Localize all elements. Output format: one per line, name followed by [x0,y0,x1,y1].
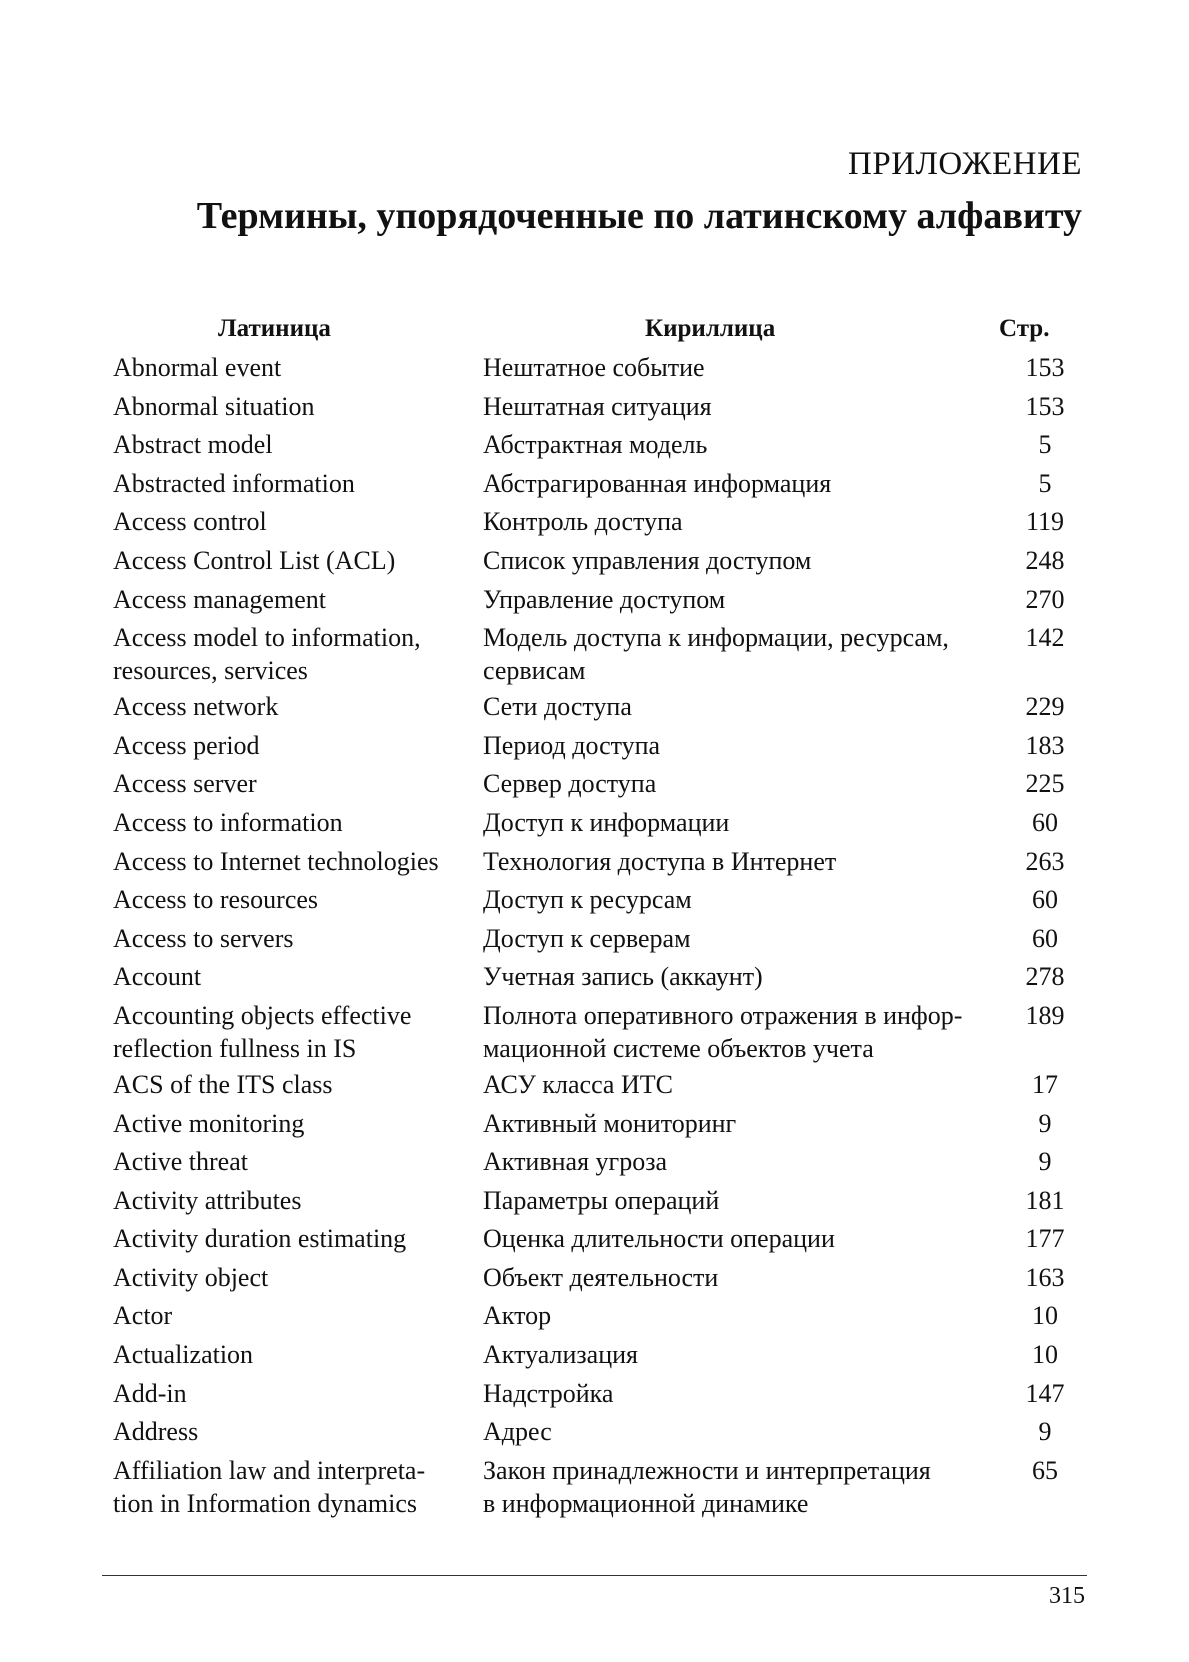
table-row [0,428,1189,467]
table-row [0,583,1189,622]
term-cyrillic: Абстрагированная информация [483,468,832,498]
terms-table [0,351,1189,1523]
term-page: 5 [1038,430,1052,460]
term-page: 270 [1025,584,1065,614]
term-latin: Activity object [113,1262,269,1292]
term-cyrillic: Технология доступа в Интернет [483,846,837,876]
term-cyrillic: Период доступа [483,730,661,760]
term-latin: Access period [113,730,260,760]
term-latin: Access to Internet technologies [113,846,439,876]
table-row [0,467,1189,506]
table-row [0,544,1189,583]
term-page: 248 [1025,545,1065,575]
term-latin: Access server [113,769,257,799]
term-page: 163 [1025,1262,1065,1292]
table-row [0,505,1189,544]
table-row [0,621,1189,690]
term-page: 177 [1025,1224,1065,1254]
term-cyrillic: Активный мониторинг [483,1108,737,1138]
table-row [0,1222,1189,1261]
term-page: 60 [1032,807,1058,837]
term-cyrillic: Список управления доступом [483,545,812,575]
term-cyrillic: Абстрактная модель [483,430,708,460]
term-page: 60 [1032,885,1058,915]
term-cyrillic: Объект деятельности [483,1262,719,1292]
term-page: 60 [1032,923,1058,953]
table-row [0,845,1189,884]
table-row [0,1377,1189,1416]
term-latin: Active threat [113,1147,248,1177]
term-latin: Access Control List (ACL) [113,545,396,575]
term-latin: Access to information [113,807,343,837]
table-row [0,999,1189,1068]
table-row [0,960,1189,999]
term-page: 153 [1025,391,1065,421]
table-row [0,922,1189,961]
term-page: 10 [1032,1340,1058,1370]
term-latin: Access to servers [113,923,294,953]
term-cyrillic: АСУ класса ИТС [483,1069,673,1099]
table-row [0,729,1189,768]
table-row [0,1184,1189,1223]
term-page: 65 [1032,1455,1058,1485]
term-page: 189 [1025,1000,1065,1030]
table-row [0,351,1189,390]
column-header-cyrillic: Кириллица [645,315,776,342]
table-row [0,1415,1189,1454]
term-latin: Abstract model [113,430,273,460]
column-header-page: Стр. [999,315,1050,342]
term-page: 17 [1032,1069,1058,1099]
term-latin: Access management [113,584,326,614]
table-row [0,1107,1189,1146]
term-latin: Actor [113,1301,173,1331]
term-page: 9 [1038,1417,1052,1447]
term-page: 263 [1025,846,1065,876]
term-latin: Abnormal event [113,353,282,382]
term-page: 9 [1038,1147,1052,1177]
table-row [0,1145,1189,1184]
term-page: 119 [1025,507,1065,537]
term-cyrillic: Доступ к ресурсам [483,885,692,915]
term-latin: Address [113,1417,199,1447]
footer-rule [102,1575,1087,1576]
term-cyrillic: Управление доступом [483,584,726,614]
appendix-label: ПРИЛОЖЕНИЕ [848,146,1082,182]
table-row [0,1454,1189,1523]
term-latin: Active monitoring [113,1108,305,1138]
table-row [0,1338,1189,1377]
term-cyrillic: Учетная запись (аккаунт) [483,962,763,992]
term-latin: Access to resources [113,885,319,915]
table-row [0,390,1189,429]
term-cyrillic: Доступ к серверам [483,923,691,953]
table-row [0,806,1189,845]
term-latin: Accounting objects effective reflection fullness in IS [113,1000,412,1063]
term-page: 181 [1025,1185,1065,1215]
page-title: Термины, упорядоченные по латинскому алфавиту [196,195,1082,237]
term-cyrillic: Актуализация [483,1340,638,1370]
term-page: 225 [1025,769,1065,799]
term-latin: Abstracted information [113,468,355,498]
term-latin: Activity attributes [113,1185,302,1215]
term-latin: Actualization [113,1340,254,1370]
term-cyrillic: Оценка длительности операции [483,1224,835,1254]
term-cyrillic: Активная угроза [483,1147,668,1177]
term-latin: Abnormal situation [113,391,315,421]
term-page: 147 [1025,1378,1065,1408]
term-cyrillic: Контроль доступа [483,507,683,537]
page-number: 315 [1049,1583,1085,1609]
term-cyrillic: Закон принадлежности и интерпретация в информационной динамике [483,1455,931,1518]
term-latin: Affiliation law and interpreta- tion in Information dynamics [113,1455,426,1518]
term-cyrillic: Адрес [483,1417,552,1447]
term-cyrillic: Полнота оперативного отражения в инфор- мационной системе объектов учета [483,1000,963,1063]
table-row [0,1068,1189,1107]
table-row [0,767,1189,806]
term-latin: ACS of the ITS class [113,1069,333,1099]
term-cyrillic: Актор [483,1301,552,1331]
table-row [0,883,1189,922]
table-row [0,1261,1189,1300]
term-page: 183 [1025,730,1065,760]
term-cyrillic: Модель доступа к информации, ресурсам, сервисам [483,623,949,686]
column-header-latin: Латиница [218,315,331,342]
term-cyrillic: Нештатное событие [483,353,705,382]
term-cyrillic: Параметры операций [483,1185,720,1215]
term-cyrillic: Надстройка [483,1378,614,1408]
term-cyrillic: Нештатная ситуация [483,391,712,421]
term-page: 10 [1032,1301,1058,1331]
term-page: 229 [1025,692,1065,722]
term-latin: Access control [113,507,267,537]
term-cyrillic: Сети доступа [483,692,632,722]
term-latin: Access model to information, resources, services [113,623,421,686]
term-latin: Account [113,962,202,992]
term-page: 153 [1025,353,1065,382]
term-latin: Activity duration estimating [113,1224,407,1254]
term-latin: Add-in [113,1378,187,1408]
term-cyrillic: Доступ к информации [483,807,730,837]
term-page: 9 [1038,1108,1052,1138]
table-row [0,690,1189,729]
term-page: 5 [1038,468,1052,498]
term-page: 278 [1025,962,1065,992]
table-row [0,1299,1189,1338]
term-latin: Access network [113,692,279,722]
term-page: 142 [1025,623,1065,653]
term-cyrillic: Сервер доступа [483,769,657,799]
